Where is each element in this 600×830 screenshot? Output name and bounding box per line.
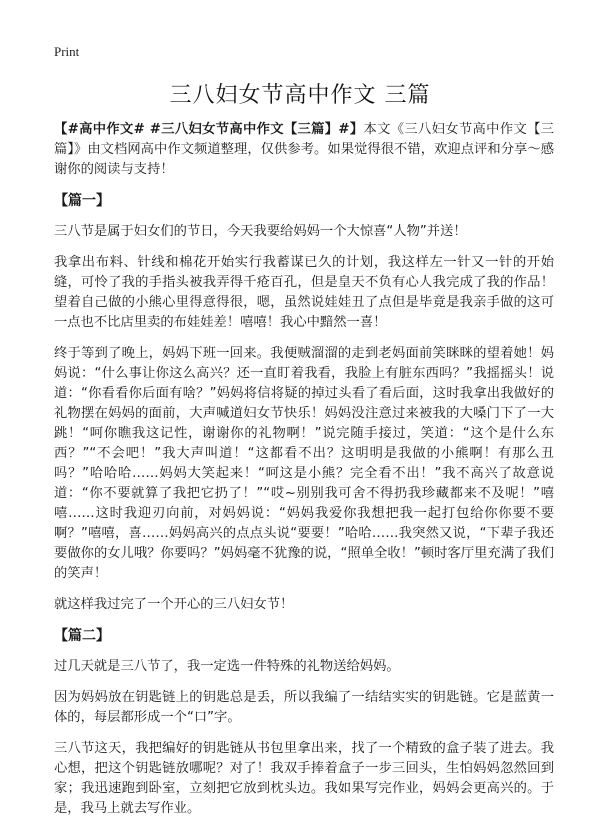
paragraph: 终于等到了晚上，妈妈下班一回来。我便贼溜溜的走到老妈面前笑眯眯的望着她！妈妈说：“什么事让你这么高兴？还一直盯着我看，我脸上有脏东西吗？”我摇摇头！说道：“你看看你后面有啥？”妈妈将信将疑的掉过头看了看后面，这时我拿出我做好的礼物摆在妈妈的面前，大声喊道妇女节快乐！妈妈没注意过来被我的大嗓门下了一大跳！“呵你瞧我这记性，谢谢你的礼物啊！”说完随手接过，笑道：“这个是什么东西？”“不会吧！”我大声叫道！“这都看不出？这明明是我做的小熊啊！有那么丑吗？”哈哈哈……妈妈大笑起来！“呵这是小熊？完全看不出！”我不高兴了故意说道：“你不要就算了我把它扔了！”“哎~别别我可舍不得扔我珍藏都来不及呢！”嘻嘻……这时我迎刃向前，对妈妈说：“妈妈我爱你我想把我一起打包给你你要不要啊？”嘻嘻，喜……妈妈高兴的点点头说“要要！”哈哈……我突然又说，“下辈子我还要做你的女儿哦？你要吗？”妈妈毫不犹豫的说，“照单全收！”顿时客厅里充满了我们的笑声！ [54,346,554,581]
print-label[interactable]: Print [54,44,80,59]
section-heading-2: 【篇二】 [54,628,110,644]
section-heading-1: 【篇一】 [54,193,110,209]
paragraph: 就这样我过完了一个开心的三八妇女节！ [54,597,294,612]
intro-tags: 【#高中作文# #三八妇女节高中作文【三篇】#】 [54,122,364,137]
paragraph: 三八节是属于妇女们的节日，今天我要给妈妈一个大惊喜“人物”并送！ [54,224,467,239]
paragraph: 因为妈妈放在钥匙链上的钥匙总是丢，所以我编了一结结实实的钥匙链。它是蓝黄一体的，每层都形成一个“口”字。 [54,690,554,725]
paragraph: 过几天就是三八节了，我一定选一件特殊的礼物送给妈妈。 [54,659,400,674]
page-title: 三八妇女节高中作文 三篇 [169,83,431,108]
intro-text: 本文《三八妇女节高中作文【三篇】》由文档网高中作文频道整理，仅供参考。如果觉得很不错，欢迎点评和分享～感谢你的阅读与支持！ [54,122,555,177]
paragraph: 三八节这天，我把编好的钥匙链从书包里拿出来，找了一个精致的盒子装了进去。我心想，把这个钥匙链放哪呢？对了！我双手捧着盒子一步三回头，生怕妈妈忽然回到家；我迅速跑到卧室，立刻把它放到枕头边。我如果写完作业，妈妈会更高兴的。于是，我马上就去写作业。 [54,741,554,816]
article-body [54,120,554,830]
intro-paragraph [54,120,554,180]
paragraph: 我拿出布料、针线和棉花开始实行我蓄谋已久的计划，我这样左一针又一针的开始缝，可怜了我的手指头被我弄得千疮百孔，但是皇天不负有心人我完成了我的作品！望着自己做的小熊心里得意得很，嗯，虽然说娃娃丑了点但是毕竟是我亲手做的这可一点也不比店里卖的布娃娃差！嘻嘻！我心中黯然一喜！ [54,255,554,330]
